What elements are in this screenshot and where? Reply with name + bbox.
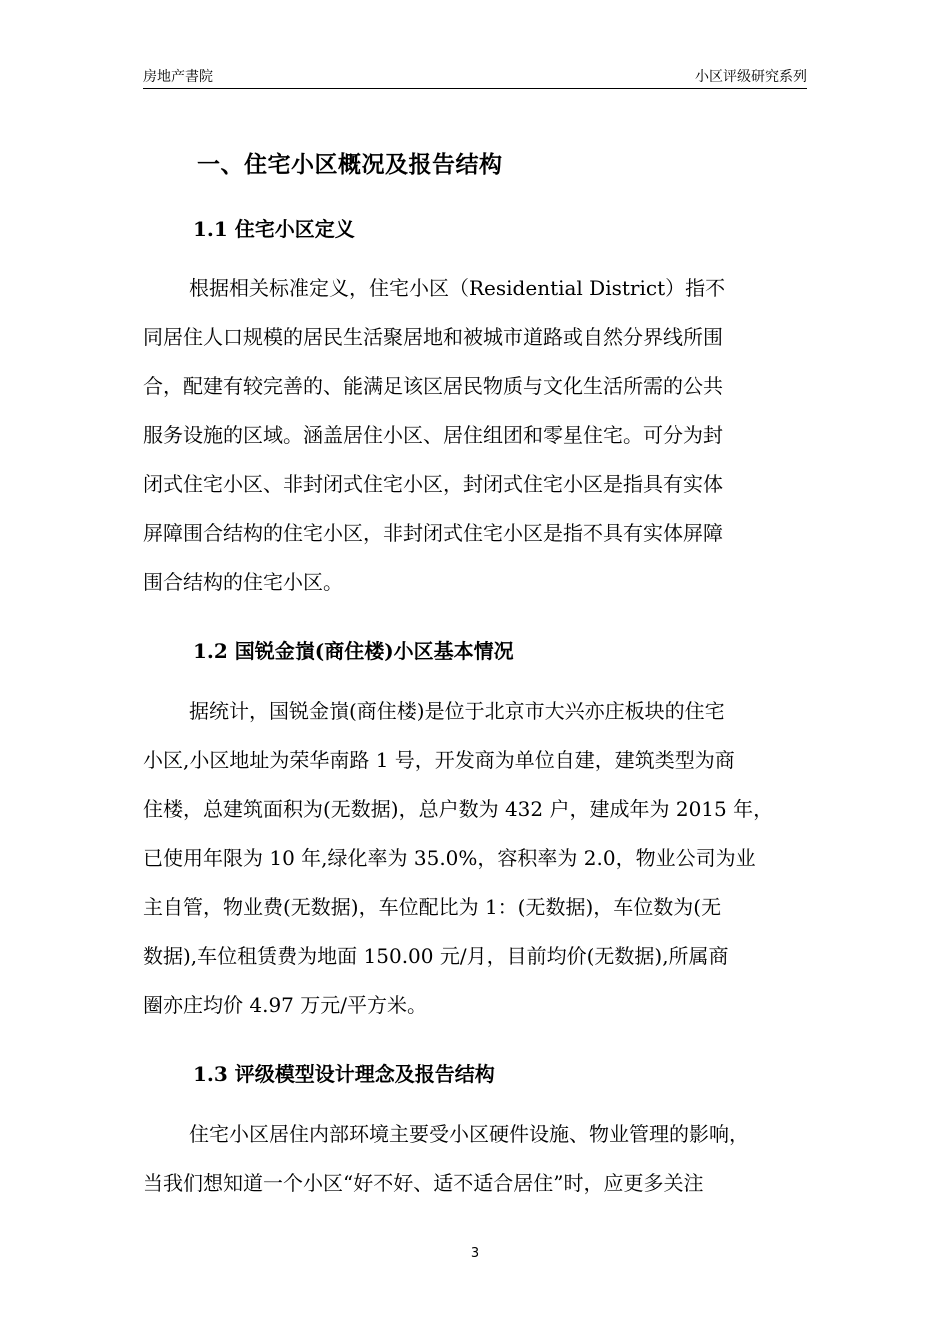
paragraph-line: 据统计，国锐金嵿(商住楼)是位于北京市大兴亦庄板块的住宅 — [189, 699, 725, 723]
paragraph-line: 合，配建有较完善的、能满足该区居民物质与文化生活所需的公共 — [143, 374, 723, 398]
subsection-title-1-1: 1.1 住宅小区定义 — [193, 217, 355, 241]
header-publisher: 房地产書院 — [143, 69, 213, 85]
paragraph-line: 已使用年限为 10 年,绿化率为 35.0%，容积率为 2.0，物业公司为业 — [143, 846, 756, 870]
section-title: 一、住宅小区概况及报告结构 — [197, 151, 503, 178]
paragraph-1-2 — [143, 687, 807, 1030]
paragraph-line: 围合结构的住宅小区。 — [143, 570, 343, 594]
subsection-title-1-3: 1.3 评级模型设计理念及报告结构 — [193, 1062, 495, 1086]
paragraph-1-3 — [143, 1110, 807, 1208]
paragraph-line: 闭式住宅小区、非封闭式住宅小区，封闭式住宅小区是指具有实体 — [143, 472, 723, 496]
paragraph-line: 屏障围合结构的住宅小区，非封闭式住宅小区是指不具有实体屏障 — [143, 521, 723, 545]
paragraph-line: 根据相关标准定义，住宅小区（Residential District）指不 — [189, 276, 726, 300]
paragraph-line: 住宅小区居住内部环境主要受小区硬件设施、物业管理的影响， — [189, 1122, 749, 1146]
page-header — [143, 62, 807, 89]
paragraph-line: 同居住人口规模的居民生活聚居地和被城市道路或自然分界线所围 — [143, 325, 723, 349]
paragraph-1-1 — [143, 264, 807, 607]
paragraph-line: 住楼，总建筑面积为(无数据)，总户数为 432 户，建成年为 2015 年， — [143, 797, 774, 821]
paragraph-line: 服务设施的区域。涵盖居住小区、居住组团和零星住宅。可分为封 — [143, 423, 723, 447]
paragraph-line: 圈亦庄均价 4.97 万元/平方米。 — [143, 993, 427, 1017]
paragraph-line: 小区,小区地址为荣华南路 1 号，开发商为单位自建，建筑类型为商 — [143, 748, 735, 772]
paragraph-line: 主自管，物业费(无数据)，车位配比为 1：(无数据)，车位数为(无 — [143, 895, 722, 919]
page-number: 3 — [470, 1246, 480, 1261]
paragraph-line: 当我们想知道一个小区“好不好、适不适合居住”时，应更多关注 — [143, 1171, 704, 1195]
paragraph-line: 数据),车位租赁费为地面 150.00 元/月，目前均价(无数据),所属商 — [143, 944, 729, 968]
subsection-title-1-2: 1.2 国锐金嵿(商住楼)小区基本情况 — [193, 639, 514, 663]
header-series-title: 小区评级研究系列 — [695, 69, 807, 85]
